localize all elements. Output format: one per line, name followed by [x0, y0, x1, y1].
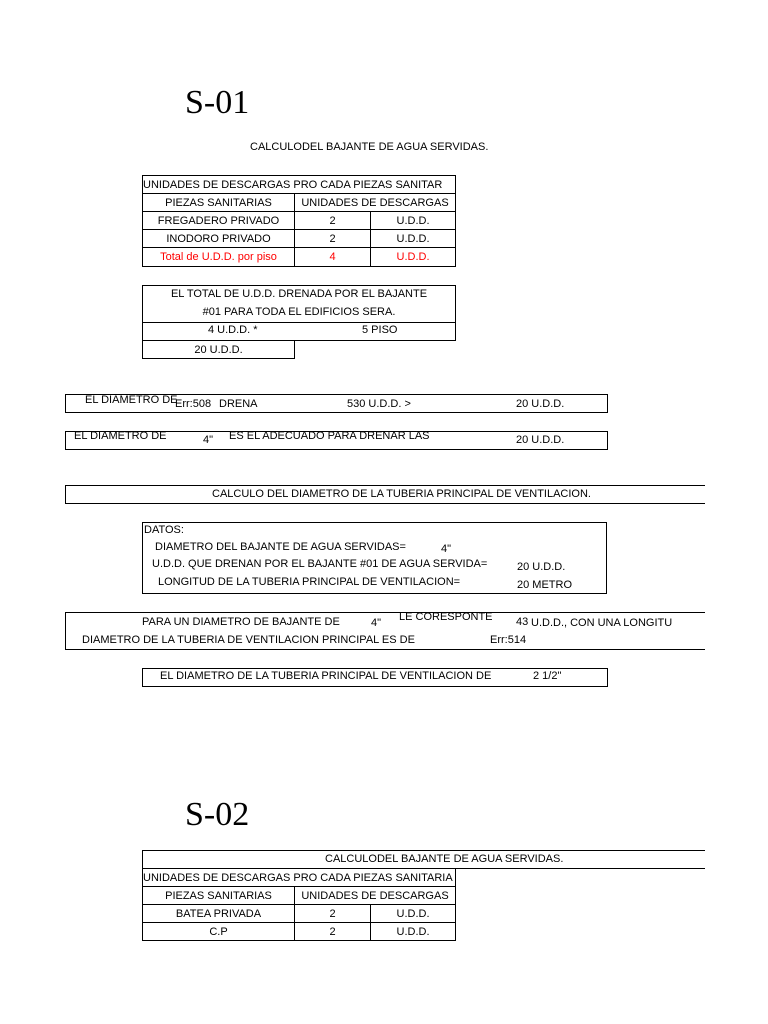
- s01-row2-label: EL DIAMETRO DE: [74, 430, 167, 442]
- s01-table2-line2: #01 PARA TODA EL EDIFICIOS SERA.: [202, 306, 396, 318]
- s02-row2-piece-text: C.P: [209, 925, 228, 938]
- s01-row2-value-text: 2: [329, 232, 336, 245]
- s01-total-value-text: 4: [329, 251, 336, 263]
- s02-row1-piece: [142, 904, 295, 923]
- s01-result-value: 2 1/2": [533, 670, 562, 682]
- s01-table1-col2-text: UNIDADES DE DESCARGAS: [301, 196, 449, 209]
- s02-row1-value: [294, 904, 371, 923]
- s02-table1-col1: [142, 886, 295, 905]
- s02-table1-col2-text: UNIDADES DE DESCARGAS: [301, 889, 449, 902]
- s01-para-val2: 43: [516, 616, 529, 628]
- s01-row2-right: 20 U.D.D.: [516, 434, 565, 446]
- s01-row1-piece: [142, 211, 295, 230]
- s02-table1-col1-text: PIEZAS SANITARIAS: [165, 889, 272, 902]
- s02-row2-unit-text: U.D.D.: [396, 925, 430, 938]
- s01-row1-drena: DRENA: [219, 398, 258, 410]
- s02-row1-piece-text: BATEA PRIVADA: [175, 907, 262, 920]
- s01-row1-value-text: 2: [329, 214, 336, 227]
- s02-row2-piece: [142, 922, 295, 941]
- s01-datos-title: DATOS:: [144, 524, 184, 536]
- s01-row1-value: [294, 211, 371, 230]
- s01-datos-line1: DIAMETRO DEL BAJANTE DE AGUA SERVIDAS=: [155, 541, 406, 553]
- s01-table1-col2: [294, 193, 456, 212]
- s02-row1-value-text: 2: [329, 907, 336, 920]
- s01-datos-line3-val: 20 METRO: [517, 579, 573, 591]
- s02-table1-col2: [294, 886, 456, 905]
- s01-datos-line3: LONGITUD DE LA TUBERIA PRINCIPAL DE VENTILACION=: [158, 576, 461, 588]
- s01-row1-unit-text: U.D.D.: [396, 214, 430, 227]
- s01-row2-value: 4": [203, 434, 214, 446]
- s02-heading: CALCULODEL BAJANTE DE AGUA SERVIDAS.: [325, 853, 564, 865]
- s01-row2-value: [294, 229, 371, 248]
- s01-total-value: [294, 247, 371, 267]
- s01-row2-piece: [142, 229, 295, 248]
- s01-total-piece-text: Total de U.D.D. por piso: [160, 251, 277, 263]
- s02-row1-unit: [370, 904, 456, 923]
- s01-row2-unit-text: U.D.D.: [396, 232, 430, 245]
- sheet-title-s01: S-01: [185, 84, 250, 121]
- s01-row2-text: ES EL ADECUADO PARA DRENAR LAS: [229, 430, 430, 442]
- s01-total-unit-text: U.D.D.: [396, 251, 430, 263]
- s01-table2-result: [142, 340, 295, 359]
- s01-table1-col1: [142, 193, 295, 212]
- s01-total-piece: [142, 247, 295, 267]
- s01-para-text2: U.D.D., CON UNA LONGITU: [531, 617, 673, 629]
- s01-row1-mid: 530 U.D.D. >: [347, 398, 411, 410]
- s02-row2-value: [294, 922, 371, 941]
- s01-row1-unit: [370, 211, 456, 230]
- s02-row1-unit-text: U.D.D.: [396, 907, 430, 920]
- s02-table1-title: [142, 868, 456, 887]
- s01-table2-divider: [142, 322, 456, 323]
- s01-para-text3: DIAMETRO DE LA TUBERIA DE VENTILACION PRINCIPAL ES DE: [82, 634, 415, 646]
- s01-datos-line2: U.D.D. QUE DRENAN POR EL BAJANTE #01 DE AGUA SERVIDA=: [152, 558, 488, 570]
- s01-table2-left: 4 U.D.D. *: [208, 324, 258, 336]
- s01-row1-label: EL DIAMETRO DE: [85, 394, 178, 406]
- sheet-title-s02: S-02: [185, 796, 250, 833]
- s01-para-val1: 4": [371, 617, 382, 629]
- s01-datos-line1-val: 4": [441, 543, 452, 555]
- s01-table2-result-text: 20 U.D.D.: [194, 343, 243, 356]
- s02-table1-title-text: UNIDADES DE DESCARGAS PRO CADA PIEZAS SANITARIA: [143, 871, 453, 884]
- s02-row2-unit: [370, 922, 456, 941]
- s01-result-text: EL DIAMETRO DE LA TUBERIA PRINCIPAL DE VENTILACION DE: [160, 670, 492, 682]
- s01-para-text1: PARA UN DIAMETRO DE BAJANTE DE: [142, 616, 340, 628]
- s01-para-err: Err:514: [490, 634, 527, 646]
- s01-table2-right: 5 PISO: [362, 324, 398, 336]
- s01-total-unit: [370, 247, 456, 267]
- s02-row2-value-text: 2: [329, 925, 336, 938]
- s01-para-corresponde: LE CORESPONTE: [399, 611, 493, 623]
- s01-datos-line2-val: 20 U.D.D.: [517, 561, 566, 573]
- s01-row2-piece-text: INODORO PRIVADO: [166, 232, 271, 245]
- s01-row2-unit: [370, 229, 456, 248]
- s01-row1-err: Err:508: [175, 398, 212, 410]
- s01-table2-line1: EL TOTAL DE U.D.D. DRENADA POR EL BAJANTE: [170, 288, 428, 300]
- s01-table1-title: [142, 175, 456, 194]
- s01-row1-piece-text: FREGADERO PRIVADO: [157, 214, 280, 227]
- s01-table1-col1-text: PIEZAS SANITARIAS: [165, 196, 272, 209]
- s01-heading: CALCULODEL BAJANTE DE AGUA SERVIDAS.: [250, 141, 489, 153]
- s01-row1-right: 20 U.D.D.: [516, 398, 565, 410]
- s01-vent-heading: CALCULO DEL DIAMETRO DE LA TUBERIA PRINCIPAL DE VENTILACION.: [212, 488, 591, 500]
- s01-table1-title-text: UNIDADES DE DESCARGAS PRO CADA PIEZAS SANITAR: [143, 178, 443, 191]
